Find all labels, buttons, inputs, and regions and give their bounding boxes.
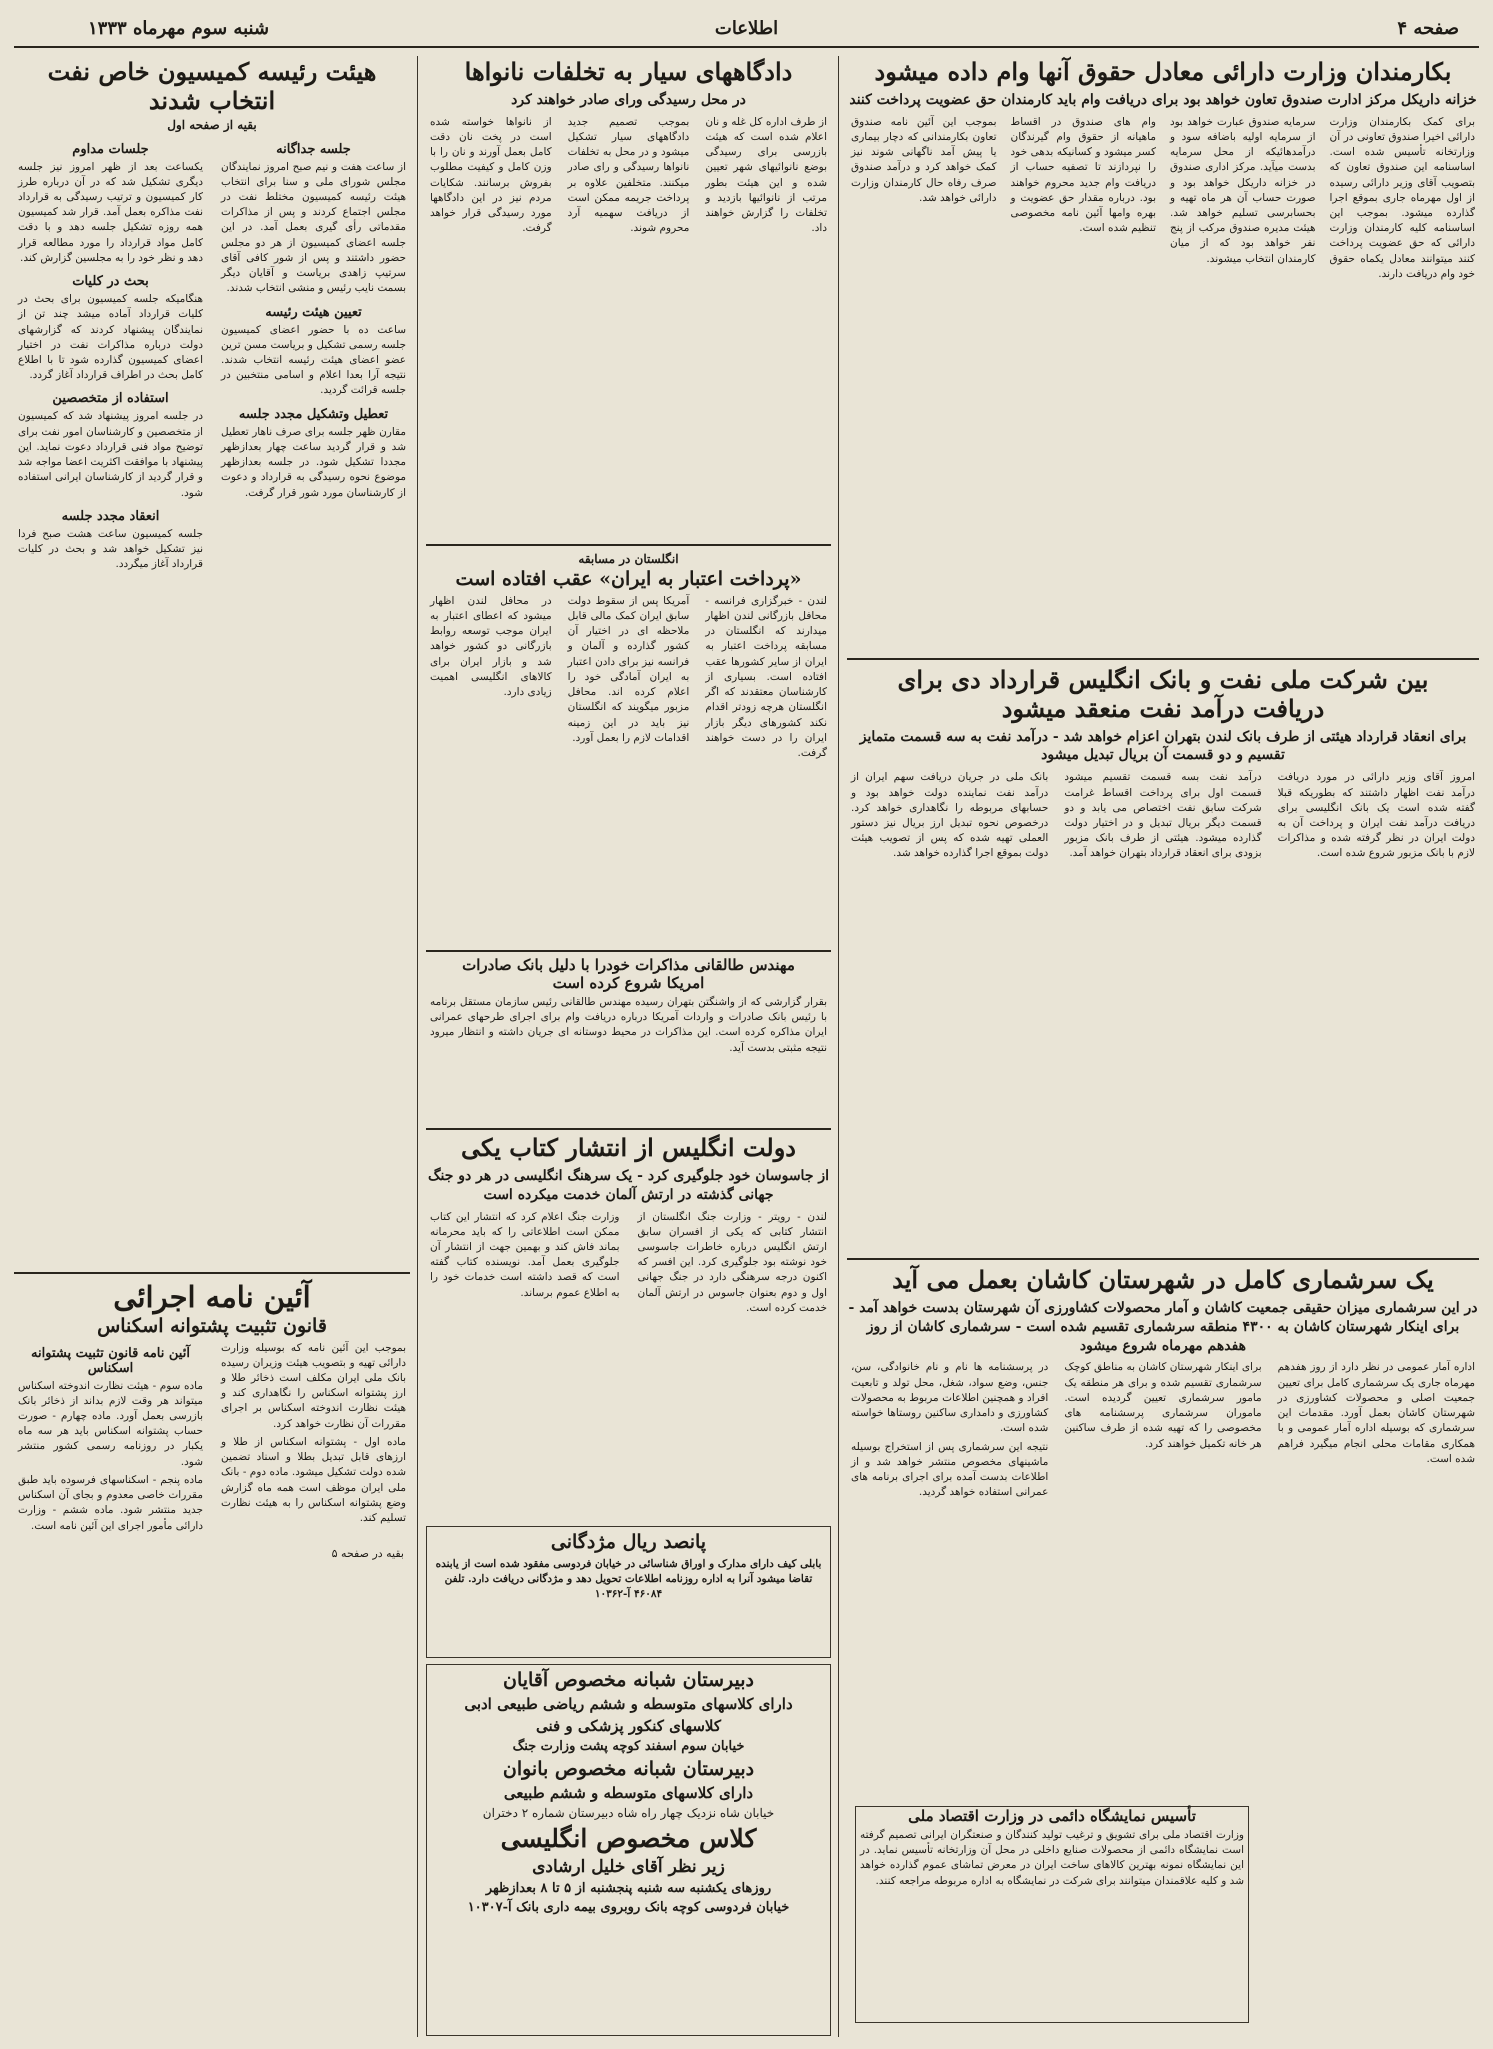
newspaper-name: اطلاعات	[714, 18, 779, 39]
article-text: وزارت جنگ اعلام کرد که انتشار این کتاب ممکن است اطلاعاتی را که باید محرمانه بماند فاش کند و بهمین جهت از انتشار آن جلوگیری بعمل آمد. نویسنده کتاب گفته است که قصد داشته است خدمات خود را به اطلاع عموم برساند.	[430, 1210, 620, 1299]
article-text: مقارن ظهر جلسه برای صرف ناهار تعطیل شد و قرار گردید ساعت چهار بعدازظهر مجددا تشکیل شود. در جلسه بعدازظهر موضوع نحوه رسیدگی به قرارداد و دعوت از کارشناسان مورد شور قرار گرفت.	[221, 425, 406, 499]
article-text: از ساعت هفت و نیم صبح امروز نمایندگان مجلس شورای ملی و سنا برای انتخاب هیئت رئیسه کمیسیون مختلط نفت در مجلس اجتماع کردند و پس از مذاکرات مقدماتی رأی گیری بعمل آمد. در این جلسه اعضای کمیسیون از هر دو مجلس حضور داشتند و پس از شور کافی آقای سرتیپ زاهدی بریاست و آقایان دیگر بسمت نایب رئیس و منشی انتخاب شدند.	[221, 160, 406, 295]
article-text: ماده سوم - هیئت نظارت اندوخته اسکناس میتواند هر وقت لازم بداند از ذخائر بانک بازرسی بعمل آورد. ماده چهارم - صورت حساب پشتوانه اسکناس باید هر سه ماه یکبار در روزنامه رسمی کشور منتشر شود.	[18, 1379, 203, 1468]
section-heading: جلسات مداوم	[72, 141, 149, 157]
subheadline: خزانه داریکل مرکز ادارت صندوق تعاون خواهد بود برای دریافت وام باید کارمندان حق عضویت پرداخت کنند	[849, 91, 1477, 108]
middle-column	[426, 58, 831, 2037]
subheadline: در محل رسیدگی ورای صادر خواهند کرد	[511, 91, 746, 108]
column-divider	[838, 56, 839, 2037]
headline: یک سرشماری کامل در شهرستان کاشان بعمل می آید	[892, 1265, 1434, 1294]
article-text: اداره آمار عمومی در نظر دارد از روز هفدهم مهرماه جاری یک سرشماری کامل برای تعیین جمعیت اصلی و محصولات کشاورزی در شهرستان کاشان بعمل آورد. مقدمات این سرشماری که بوسیله اداره آمار عمومی و با همکاری مقامات محلی انجام میگیرد فراهم شده است.	[1277, 1361, 1475, 1465]
continued-note: بقیه در صفحه ۵	[331, 1546, 404, 1560]
headline-line2: امریکا شروع کرده است	[552, 974, 705, 992]
subheadline: برای انعقاد قرارداد هیئتی از طرف بانک لندن بتهران اعزام خواهد شد - درآمد نفت به سه قسمت متمایز تقسیم و دو قسمت آن بریال تبدیل میشود	[859, 728, 1467, 764]
headline-line2: دریافت درآمد نفت منعقد میشود	[1001, 693, 1325, 723]
article-england-credit	[426, 550, 831, 940]
article-text: در محافل لندن اظهار میشود که اعطای اعتبار به ایران موجب توسعه روابط بازرگانی دو کشور خواهد شد و بازار ایران برای کالاهای انگلیسی اهمیت زیادی دارد.	[429, 594, 552, 699]
article-taleghani	[426, 956, 831, 1121]
ad-line: دبیرستان شبانه مخصوص بانوان	[502, 1758, 755, 1780]
article-text: بموجب این آئین نامه صندوق تعاون بکارمندانی که دچار بیماری یا پیش آمد ناگهانی شوند نیز کمک خواهد کرد و درآمد صندوق صرف رفاه حال کارمندان وزارت دارائی خواهد شد.	[851, 115, 997, 204]
ad-title: پانصد ریال مژدگانی	[550, 1531, 707, 1553]
section-heading: بحث در کلیات	[72, 274, 149, 290]
article-ministry-loans	[847, 58, 1479, 623]
article-text: ماده اول - پشتوانه اسکناس از طلا و ارزهای قابل تبدیل بطلا و اسناد تضمین شده دولت تشکیل میشود. ماده دوم - بانک ملی ایران موظف است همه ماه گزارش وضع پشتوانه اسکناس را به هیئت نظارت تسلیم کند.	[221, 1435, 406, 1524]
ad-line: کلاسهای کنکور پزشکی و فنی	[536, 1717, 721, 1735]
box-headline: تأسیس نمایشگاه دائمی در وزارت اقتصاد ملی	[908, 1807, 1196, 1825]
subheadline: در این سرشماری میزان حقیقی جمعیت کاشان و آمار محصولات کشاورزی آن شهرستان بدست خواهد آمد - برای اینکار شهرستان کاشان به ۴۳۰۰ منطقه سرشماری تقسیم شده است - سرشماری کاشان از روز هفدهم مهرماه شروع میشود	[848, 1299, 1478, 1354]
article-kashan-census	[847, 1266, 1479, 2036]
article-text: از نانواها خواسته شده است در پخت نان دقت کامل بعمل آورند و نان را با وزن کامل و کیفیت مطلوب بفروش برسانند. شکایات مردم نیز در این دادگاهها مورد رسیدگی قرار خواهد گرفت.	[429, 115, 552, 235]
headline: دولت انگلیس از انتشار کتاب یکی	[461, 1133, 796, 1162]
section-heading: تعطیل وتشکیل مجدد جلسه	[238, 406, 389, 422]
headline: مهندس طالقانی مذاکرات خودرا با دلیل بانک صادرات	[462, 956, 795, 974]
section-heading: آئین نامه قانون تثبیت پشتوانه اسکناس	[31, 1345, 190, 1376]
ad-line: زیر نظر آقای خلیل ارشادی	[532, 1857, 725, 1877]
article-text: بموجب تصمیم جدید دادگاههای سیار تشکیل میشود و در محل به تخلفات نانواها رسیدگی و رای صادر میکنند. متخلفین علاوه بر پرداخت جریمه ممکن است از دریافت سهمیه آرد محروم شوند.	[567, 115, 690, 235]
section-rule	[847, 658, 1479, 660]
article-text: لندن - رویتر - وزارت جنگ انگلستان از انتشار کتابی که یکی از افسران سابق ارتش انگلیس درباره خاطرات جاسوسی خود نوشته بود جلوگیری کرد. این افسر که اکنون درجه سرهنگی دارد در جنگ جهانی اول و دوم بعنوان جاسوس در ارتش آلمان خدمت کرده است.	[637, 1210, 827, 1314]
article-text: از طرف اداره کل غله و نان اعلام شده است که هیئت بازرسی برای رسیدگی بوضع نانوائیهای شهر تعیین شده و این هیئت بطور مرتب از نانوائیها بازدید و تخلفات را گزارش خواهند داد.	[705, 115, 827, 235]
section-rule	[426, 950, 831, 952]
headline: «پرداخت اعتبار به ایران» عقب افتاده است	[455, 568, 802, 590]
article-text: هنگامیکه جلسه کمیسیون برای بحث در کلیات قرارداد آماده میشد چند تن از نمایندگان پیشنهاد کردند که گزارشهای دولت درباره مذاکرات نفت در اختیار اعضای کمیسیون گذارده شود تا با اطلاع کامل بحث در اطراف قرارداد آغاز گردد.	[18, 293, 203, 382]
section-heading: انعقاد مجدد جلسه	[61, 508, 160, 524]
left-column	[14, 58, 410, 2037]
exhibition-box	[855, 1806, 1249, 2023]
reward-ad	[426, 1526, 831, 1658]
ad-line: خیابان فردوسی کوچه بانک روبروی بیمه داری بانک آ-۱۰۳۰۷	[467, 1900, 790, 1915]
article-text: سرمایه صندوق عبارت خواهد بود از سرمایه اولیه باضافه سود و درآمدهائیکه از محل سرمایه بدست میآید. مرکز اداری صندوق در خزانه داریکل خواهد بود و صورت حساب آن هر ماه تهیه و بحسابرسی تسلیم خواهد شد. هیئت مدیره صندوق مرکب از پنج نفر خواهد بود که از میان کارمندان انتخاب میشوند.	[1170, 115, 1316, 265]
headline: آئین نامه اجرائی	[113, 1280, 311, 1314]
ad-line: دارای کلاسهای متوسطه و ششم ریاضی طبیعی ادبی	[464, 1695, 793, 1713]
article-text: درآمد نفت بسه قسمت تقسیم میشود قسمت اول برای پرداخت اقساط غرامت شرکت سابق نفت اختصاص می یابد و دو قسمت دیگر بریال تبدیل و در اختیار دولت گذارده میشود. هیئتی از طرف بانک مزبور بزودی برای انعقاد قرارداد بتهران خواهد آمد.	[1064, 771, 1262, 860]
kicker: انگلستان در مسابقه	[578, 552, 679, 566]
box-text: وزارت اقتصاد ملی برای تشویق و ترغیب تولید کنندگان و صنعتگران ایرانی تصمیم گرفته است نمایشگاه دائمی از محصولات صنایع داخلی در محل آن وزارتخانه تأسیس نماید. در این نمایشگاه نمونه بهترین کالاهای ساخت ایران در معرض تماشای عموم گذارده خواهد شد و کلیه علاقمندان میتوانند برای شرکت در نمایشگاه به اداره مربوطه مراجعه کنند.	[860, 1829, 1244, 1887]
section-heading: تعیین هیئت رئیسه	[265, 304, 362, 320]
page-header	[14, 12, 1479, 48]
headline: بین شرکت ملی نفت و بانک انگلیس قرارداد دی برای	[897, 665, 1429, 694]
article-oil-commission	[14, 58, 410, 1263]
issue-date: شنبه سوم مهرماه ۱۳۳۳	[88, 18, 270, 39]
section-rule	[14, 1272, 410, 1274]
article-text: جلسه کمیسیون ساعت هشت صبح فردا نیز تشکیل خواهد شد و بحث در کلیات قرارداد آغاز میگردد.	[18, 527, 203, 571]
section-rule	[426, 1128, 831, 1130]
headline: هیئت رئیسه کمیسیون خاص نفت انتخاب شدند	[47, 57, 377, 115]
article-text: لندن - خبرگزاری فرانسه - محافل بازرگانی لندن اظهار میدارند که انگلستان در مسابقه پرداخت اعتبار به ایران از سایر کشورها عقب افتاده است. بسیاری از کارشناسان معتقدند که اگر انگلستان هرچه زودتر اقدام نکند کشورهای دیگر بازار ایران را در دست خواهند گرفت.	[705, 594, 827, 759]
article-text: در جلسه امروز پیشنهاد شد که کمیسیون از متخصصین و کارشناسان امور نفت برای توضیح مواد فنی قرارداد دعوت نماید. این پیشنهاد با موافقت اکثریت اعضا مواجه شد و قرار گردید از کارشناسان ایرانی استفاده شود.	[18, 410, 203, 499]
article-text: بانک ملی در جریان دریافت سهم ایران از درآمد نفت نماینده دولت خواهد بود و حسابهای مربوطه را نگاهداری خواهد کرد. درخصوص نحوه تبدیل ارز بریال نیز دستور العملی تهیه شده که پس از تصویب هیئت دولت بموقع اجرا گذارده خواهد شد.	[851, 771, 1049, 860]
ad-text: بابلی کیف دارای مدارک و اوراق شناسائی در خیابان فردوسی مفقود شده است از یابنده تقاضا میشود آنرا به اداره روزنامه اطلاعات تحویل دهد و مژدگانی دریافت دارد. تلفن ۴۶۰۸۴ آ-۱۰۳۶۲	[435, 1558, 822, 1601]
article-currency-regulation	[14, 1280, 410, 2035]
headline: بکارمندان وزارت دارائی معادل حقوق آنها وام داده میشود	[874, 57, 1452, 86]
article-text: ماده پنجم - اسکناسهای فرسوده باید طبق مقررات خاصی معدوم و بجای آن اسکناس جدید منتشر شود. ماده ششم - وزارت دارائی مأمور اجرای این آئین نامه است.	[18, 1473, 203, 1532]
article-text: آمریکا پس از سقوط دولت سابق ایران کمک مالی قابل ملاحظه ای در اختیار آن کشور گذارده و آلمان و فرانسه نیز برای دادن اعتبار به ایران آمادگی خود را اعلام کرده اند. محافل مزبور میگویند که انگلستان نیز باید در این زمینه اقدامات لازم را بعمل آورد.	[567, 594, 690, 744]
article-text: بموجب این آئین نامه که بوسیله وزارت دارائی تهیه و بتصویب هیئت وزیران رسیده بانک ملی ایران مکلف است ذخائر طلا و ارز پشتوانه اسکناس را نگاهداری کند و هیئت نظارت اندوخته اسکناس بر اجرای مقررات آن نظارت خواهد کرد.	[221, 1341, 406, 1430]
headline: دادگاههای سیار به تخلفات نانواها	[464, 57, 793, 86]
article-spy-book	[426, 1134, 831, 1519]
school-ad	[426, 1664, 831, 2036]
section-rule	[847, 1258, 1479, 1260]
column-divider	[417, 56, 418, 2037]
headline-line2: قانون تثبیت پشتوانه اسکناس	[97, 1314, 327, 1337]
ad-line: دبیرستان شبانه مخصوص آقایان	[502, 1669, 754, 1691]
section-rule	[426, 544, 831, 546]
continued-note: بقیه از صفحه اول	[167, 117, 257, 132]
ad-line: خیابان شاه نزدیک چهار راه شاه دبیرستان شماره ۲ دختران	[482, 1806, 775, 1820]
article-text: ساعت ده با حضور اعضای کمیسیون جلسه رسمی تشکیل و بریاست مسن ترین عضو اعضای هیئت رئیسه انتخاب شدند. نتیجه آرا بعدا اعلام و اسامی منتخبین در جلسه قرائت گردید.	[221, 323, 406, 397]
article-text: بقرار گزارشی که از واشنگتن بتهران رسیده مهندس طالقانی رئیس سازمان مستقل برنامه با رئیس بانک صادرات و واردات آمریکا درباره دریافت وام برای اجرای طرحهای عمرانی ایران مذاکره کرده است. این مذاکرات در محیط دوستانه ای جریان داشته و انتظار میرود نتیجه مثبتی بدست آید.	[430, 996, 827, 1054]
ad-line: دارای کلاسهای متوسطه و ششم طبیعی	[503, 1784, 754, 1802]
article-text: یکساعت بعد از ظهر امروز نیز جلسه دیگری تشکیل شد که در آن درباره طرز کار کمیسیون و ترتیب رسیدگی به قرارداد نفت مذاکره بعمل آمد. قرار شد کمیسیون همه روزه تشکیل جلسه دهد و با دقت کامل مواد قرارداد را مورد مطالعه قرار دهد و نظر خود را به مجلسین گزارش کند.	[18, 160, 203, 264]
article-bakers-courts	[426, 58, 831, 518]
subheadline: از جاسوسان خود جلوگیری کرد - یک سرهنگ انگلیسی در هر دو جنگ جهانی گذشته در ارتش آلمان خدمت میکرده است	[427, 1167, 829, 1203]
article-text: امروز آقای وزیر دارائی در مورد دریافت درآمد نفت اظهار داشتند که بطوریکه قبلا گفته شده است یک بانک انگلیسی برای دریافت درآمد نفت ایران و پرداخت آن به دولت ایران در نظر گرفته شده و مذاکرات لازم با بانک مزبور شروع شده است.	[1277, 771, 1475, 860]
ad-line: روزهای یکشنبه سه شنبه پنجشنبه از ۵ تا ۸ بعدازظهر	[485, 1881, 772, 1896]
article-text: در پرسشنامه ها نام و نام خانوادگی، سن، جنس، وضع سواد، شغل، محل تولد و تابعیت افراد و همچنین اطلاعات مربوط به محصولات کشاورزی و دامداری ساکنین روستاها خواسته شده است.	[851, 1361, 1049, 1435]
section-heading: استفاده از متخصصین	[52, 391, 169, 407]
article-text: نتیجه این سرشماری پس از استخراج بوسیله ماشینهای مخصوص منتشر خواهد شد و از اطلاعات بدست آمده برای اجرای برنامه های عمرانی استفاده خواهد گردید.	[851, 1440, 1049, 1499]
page-number: صفحه ۴	[1397, 18, 1459, 39]
ad-line: کلاس مخصوص انگلیسی	[500, 1824, 757, 1853]
ad-line: خیابان سوم اسفند کوچه پشت وزارت جنگ	[512, 1739, 745, 1754]
newspaper-page	[14, 12, 1479, 2037]
article-text: برای کمک بکارمندان وزارت دارائی اخیرا صندوق تعاونی در آن وزارتخانه تأسیس شده است. اساسنامه این صندوق تعاون که بتصویب آقای وزیر دارائی رسیده از اول مهرماه جاری بموقع اجرا گذارده میشود. بموجب این اساسنامه کلیه کارمندان وزارت دارائی که حق عضویت پرداخت کنند میتوانند معادل یکماه حقوق خود وام دریافت دارند.	[1329, 115, 1475, 280]
article-text: برای اینکار شهرستان کاشان به مناطق کوچک سرشماری تقسیم شده و برای هر منطقه یک مامور سرشماری تعیین گردیده است. ماموران سرشماری پرسشنامه های مخصوصی را که تهیه شده از طرف ساکنین هر خانه تکمیل خواهند کرد.	[1064, 1361, 1262, 1450]
article-oil-bank	[847, 666, 1479, 1251]
article-text: وام های صندوق در اقساط ماهیانه از حقوق وام گیرندگان کسر میشود و کسانیکه بدهی خود را نپردازند تا تصفیه حساب از دریافت وام جدید محروم خواهند بود. درباره مقدار حق عضویت و بهره وامها آئین نامه مخصوصی تنظیم شده است.	[1010, 115, 1156, 235]
section-heading: جلسه جداگانه	[276, 141, 351, 157]
right-column	[847, 58, 1479, 2037]
